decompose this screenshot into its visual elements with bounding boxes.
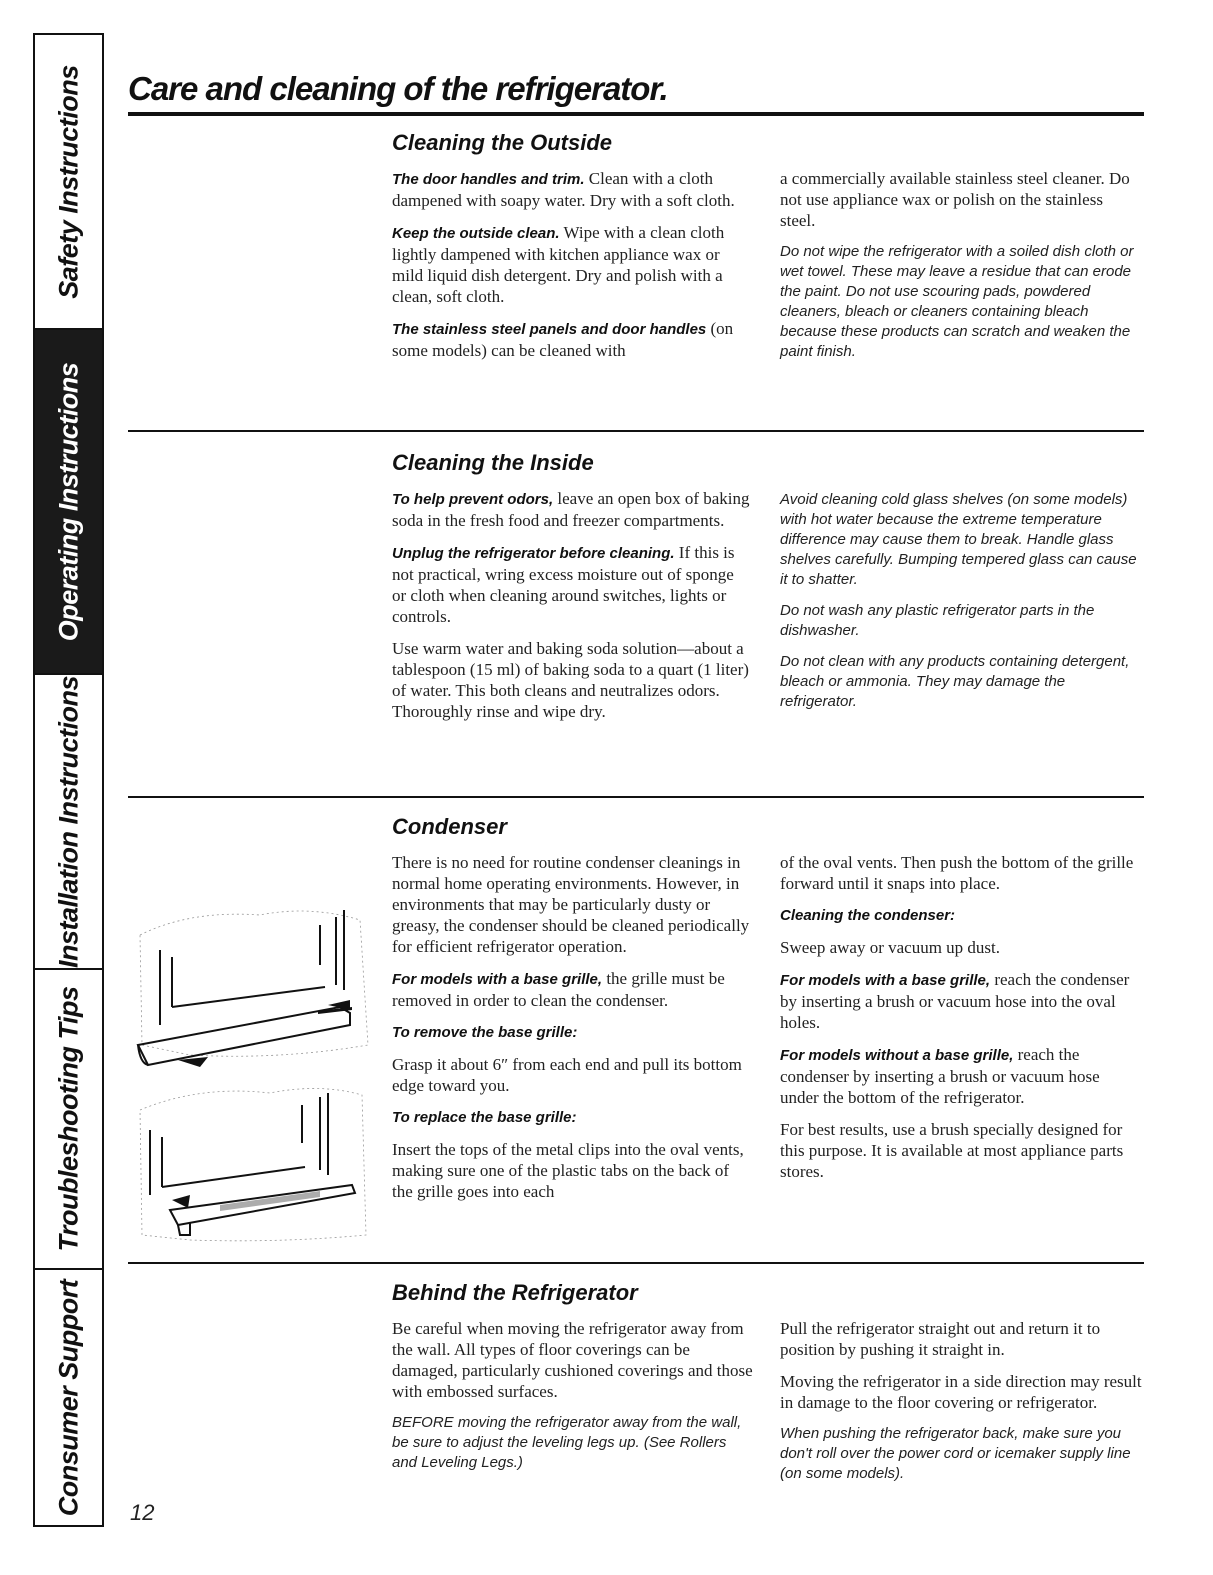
tab-troubleshooting-tips[interactable] [35, 970, 102, 1270]
caution-note: When pushing the refrigerator back, make sure you don't roll over the power cord or icemaker supply line (on some models). [780, 1425, 1131, 1482]
tab-safety-instructions[interactable] [35, 35, 102, 330]
tab-label: Installation Instructions [53, 675, 83, 968]
section-heading-behind: Behind the Refrigerator [392, 1280, 638, 1305]
condenser-left-column [392, 852, 754, 1213]
body-text: (on some models) can be cleaned with [392, 319, 734, 360]
subheading-cleaning-condenser: Cleaning the condenser: [780, 907, 956, 924]
body-text: Moving the refrigerator in a side direction may result in damage to the floor covering or refrigerator. [780, 1372, 1142, 1412]
outside-right-column [780, 168, 1142, 373]
lead-text: Keep the outside clean. [392, 225, 560, 242]
tab-label: Troubleshooting Tips [53, 986, 83, 1252]
outside-paragraph [392, 318, 752, 361]
caution-note: BEFORE moving the refrigerator away from the wall, be sure to adjust the leveling legs up. (See Rollers and Leveling Legs.) [392, 1414, 742, 1471]
section-divider [128, 1262, 1144, 1264]
page-title: Care and cleaning of the refrigerator. [128, 70, 668, 107]
body-text: If this is not practical, wring excess moisture out of sponge or cloth when cleaning around switches, lights or controls. [392, 543, 735, 626]
condenser-paragraph [780, 969, 1142, 1033]
condenser-paragraph [780, 1044, 1142, 1108]
body-text: reach the condenser by inserting a brush or vacuum hose under the bottom of the refrigerator. [780, 1045, 1100, 1107]
subheading-replace-grille: To replace the base grille: [392, 1109, 577, 1126]
body-text: reach the condenser by inserting a brush or vacuum hose into the oval holes. [780, 970, 1130, 1032]
condenser-right-column [780, 852, 1142, 1193]
body-text: For best results, use a brush specially designed for this purpose. It is available at most appliance parts stores. [780, 1120, 1124, 1181]
inside-paragraph [392, 542, 752, 627]
caution-note: Do not wash any plastic refrigerator parts in the dishwasher. [780, 602, 1095, 639]
body-text: There is no need for routine condenser cleanings in normal home operating environments. However, in environments that may be particularly dusty or greasy, the condenser should be cleaned periodically for efficient refrigerator operation. [392, 853, 750, 956]
tab-operating-instructions[interactable] [35, 330, 102, 675]
lead-text: The stainless steel panels and door handles [392, 321, 707, 338]
behind-right-column [780, 1318, 1142, 1495]
lead-text: Unplug the refrigerator before cleaning. [392, 545, 675, 562]
outside-paragraph [392, 168, 752, 211]
title-rule [128, 112, 1144, 116]
body-text: the grille must be removed in order to clean the condenser. [392, 969, 725, 1010]
tab-label: Consumer Support [53, 1279, 83, 1516]
body-text: of the oval vents. Then push the bottom of the grille forward until it snaps into place. [780, 853, 1134, 893]
body-text: Pull the refrigerator straight out and return it to position by pushing it straight in. [780, 1319, 1101, 1359]
caution-note: Do not wipe the refrigerator with a soiled dish cloth or wet towel. These may leave a residue that can erode the paint. Do not use scouring pads, powdered cleaners, bleach or cleaners containing bleach because these products can scratch and weaken the paint finish. [780, 243, 1134, 360]
inside-right-column [780, 490, 1142, 723]
page-number: 12 [130, 1500, 155, 1525]
caution-note: Do not clean with any products containing detergent, bleach or ammonia. They may damage the refrigerator. [780, 653, 1130, 710]
lead-text: For models with a base grille, [392, 971, 603, 988]
outside-paragraph [392, 222, 752, 307]
section-heading-inside: Cleaning the Inside [392, 450, 594, 475]
body-text: Insert the tops of the metal clips into the oval vents, making sure one of the plastic tabs on the back of the grille goes into each [392, 1140, 744, 1201]
body-text: Clean with a cloth dampened with soapy water. Dry with a soft cloth. [392, 169, 735, 210]
tab-installation-instructions[interactable] [35, 675, 102, 970]
body-text: Use warm water and baking soda solution—about a tablespoon (15 ml) of baking soda to a quart (1 liter) of water. This both cleans and neutralizes odors. Thoroughly rinse and wipe dry. [392, 639, 749, 721]
outside-left-column [392, 168, 752, 372]
condenser-paragraph [392, 968, 754, 1011]
body-text: Grasp it about 6″ from each end and pull its bottom edge toward you. [392, 1055, 742, 1095]
body-text: Sweep away or vacuum up dust. [780, 938, 1001, 957]
body-text: Be careful when moving the refrigerator away from the wall. All types of floor coverings can be damaged, particularly cushioned coverings and those with embossed surfaces. [392, 1319, 753, 1401]
lead-text: For models with a base grille, [780, 972, 991, 989]
inside-left-column [392, 488, 752, 733]
tab-consumer-support[interactable] [35, 1270, 102, 1525]
subheading-remove-grille: To remove the base grille: [392, 1024, 578, 1041]
body-text: leave an open box of baking soda in the fresh food and freezer compartments. [392, 489, 750, 530]
caution-note: Avoid cleaning cold glass shelves (on some models) with hot water because the extreme temperature difference may cause them to break. Handle glass shelves carefully. Bumping tempered glass can cause it to shatter. [780, 491, 1137, 588]
lead-text: The door handles and trim. [392, 171, 585, 188]
tab-label: Safety Instructions [53, 64, 83, 299]
remove-grille-illustration [130, 895, 375, 1075]
section-divider [128, 796, 1144, 798]
lead-text: To help prevent odors, [392, 491, 554, 508]
section-divider [128, 430, 1144, 432]
body-text: Wipe with a clean cloth lightly dampened with kitchen appliance wax or mild liquid dish detergent. Dry and polish with a clean, soft cloth. [392, 223, 725, 306]
body-text: a commercially available stainless steel cleaner. Do not use appliance wax or polish on the stainless steel. [780, 169, 1130, 230]
replace-grille-illustration [130, 1075, 375, 1245]
side-nav [33, 33, 104, 1527]
inside-paragraph [392, 488, 752, 531]
lead-text: For models without a base grille, [780, 1047, 1014, 1064]
behind-left-column [392, 1318, 754, 1484]
tab-label: Operating Instructions [53, 362, 83, 641]
section-heading-outside: Cleaning the Outside [392, 130, 613, 155]
section-heading-condenser: Condenser [392, 814, 507, 839]
